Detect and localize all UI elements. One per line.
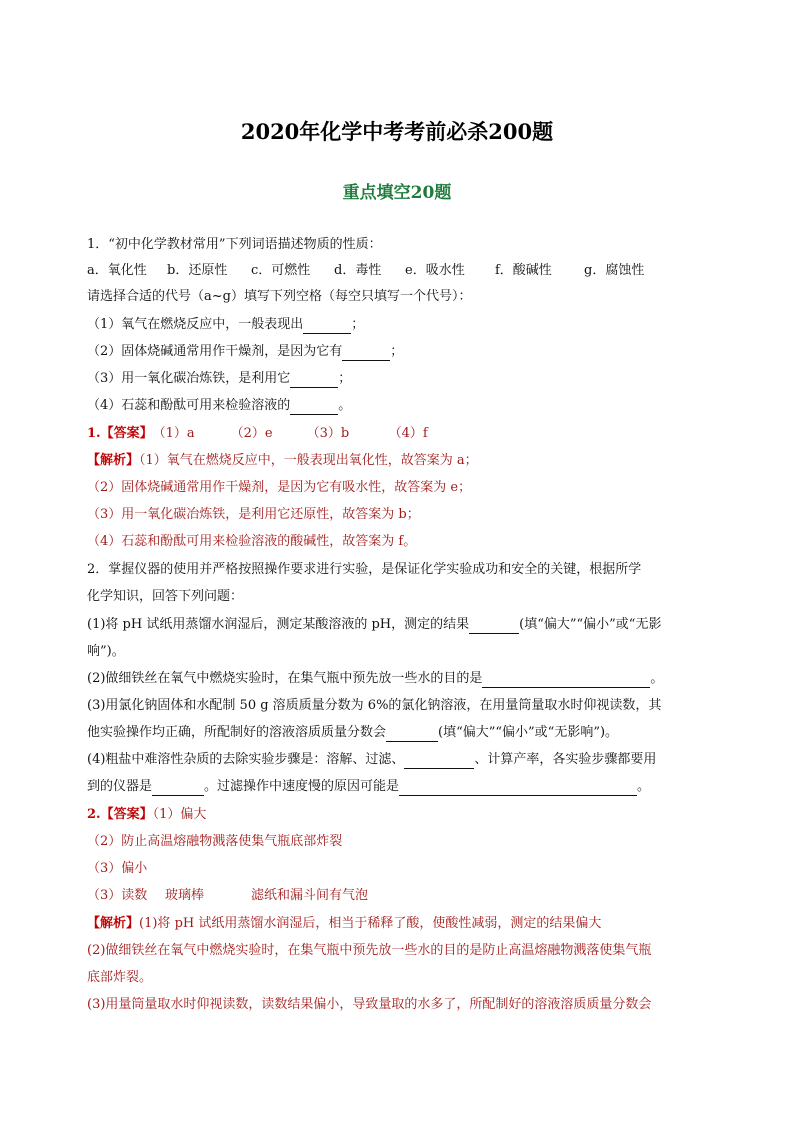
q1-analysis-3: （3）用一氧化碳冶炼铁，是利用它还原性，故答案为 b； xyxy=(87,507,420,522)
q2-item-4 xyxy=(87,751,734,769)
q2-item-4-end: 。 xyxy=(637,779,651,794)
q1-item-2 xyxy=(87,343,734,361)
q2-answer-2: （2）防止高温熔融物溅落使集气瓶底部炸裂 xyxy=(87,834,343,849)
q1-stem: 1．“初中化学教材常用”下列词语描述物质的性质： xyxy=(87,237,382,252)
q2-analysis-1 xyxy=(87,915,734,933)
page-title: 2020年化学中考考前必杀200题 xyxy=(240,119,554,144)
q1-options xyxy=(87,262,734,280)
q2-analysis-3: (3)用量筒量取水时仰视读数，读数结果偏小，导致量取的水多了，所配制好的溶液溶质质量分数会 xyxy=(87,997,652,1012)
q1-answer-4: （4）f xyxy=(388,426,428,441)
q1-analysis-4: （4）石蕊和酚酞可用来检验溶液的酸碱性，故答案为 f。 xyxy=(87,534,417,549)
q2-item-1-cont: 响”)。 xyxy=(87,644,125,659)
answer-blank[interactable] xyxy=(152,781,204,796)
q1-item-3 xyxy=(87,370,734,388)
answer-blank[interactable] xyxy=(386,727,438,742)
q2-analysis-2: (2)做细铁丝在氧气中燃烧实验时，在集气瓶中预先放一些水的目的是防止高温熔融物溅落使集气瓶 xyxy=(87,943,652,958)
q1-option-e: e．吸水性 xyxy=(405,263,465,278)
page-subtitle: 重点填空20题 xyxy=(342,183,452,203)
answer-blank[interactable] xyxy=(399,781,637,796)
q2-item-3-text: 他实验操作均正确，所配制好的溶液溶质质量分数会 xyxy=(87,725,387,740)
q2-item-4-text: (4)粗盐中难溶性杂质的去除实验步骤是：溶解、过滤、 xyxy=(87,752,405,767)
q2-item-3: (3)用氯化钠固体和水配制 50 g 溶质质量分数为 6%的氯化钠溶液，在用量筒量取水时仰视读数，其 xyxy=(87,698,662,713)
answer-blank[interactable] xyxy=(290,373,338,388)
q2-answer xyxy=(87,806,734,824)
q2-item-2 xyxy=(87,670,734,688)
analysis-label: 【解析】 xyxy=(87,453,140,468)
q1-item-4-suffix: 。 xyxy=(338,398,352,413)
q2-answer-1: （1）偏大 xyxy=(152,807,207,822)
q2-item-1-text: (1)将 pH 试纸用蒸馏水润湿后，测定某酸溶液的 pH，测定的结果 xyxy=(87,617,470,632)
q1-item-3-text: （3）用一氧化碳冶炼铁，是利用它 xyxy=(87,371,291,386)
q2-stem-line-2: 化学知识，回答下列问题： xyxy=(87,589,244,604)
q2-item-2-text: (2)做细铁丝在氧气中燃烧实验时，在集气瓶中预先放一些水的目的是 xyxy=(87,671,483,686)
answer-label: 2.【答案】 xyxy=(87,807,153,822)
q1-option-c: c．可燃性 xyxy=(251,263,311,278)
q1-item-3-suffix: ； xyxy=(338,371,352,386)
answer-blank[interactable] xyxy=(404,754,474,769)
q2-stem-line-1: 2．掌握仪器的使用并严格按照操作要求进行实验，是保证化学实验成功和安全的关键，根据所学 xyxy=(87,562,642,577)
q2-answer-4a: （3）读数 xyxy=(87,888,148,903)
q2-item-4-text-b: 、计算产率，各实验步骤都要用 xyxy=(474,752,657,767)
answer-blank[interactable] xyxy=(290,400,338,415)
q1-item-2-suffix: ； xyxy=(390,344,404,359)
q2-item-4-text-d: 。过滤操作中速度慢的原因可能是 xyxy=(204,779,400,794)
q2-item-4-cont xyxy=(87,778,734,796)
q2-item-1 xyxy=(87,616,734,634)
q2-item-2-end: 。 xyxy=(650,671,664,686)
q2-answer-3: （3）偏小 xyxy=(87,861,148,876)
q2-item-4-text-c: 到的仪器是 xyxy=(87,779,153,794)
q1-analysis-1-text: （1）氧气在燃烧反应中，一般表现出氧化性，故答案为 a； xyxy=(139,453,478,468)
answer-label: 1.【答案】 xyxy=(87,426,153,441)
q1-answer-2: （2）e xyxy=(230,426,273,441)
q1-item-2-text: （2）固体烧碱通常用作干燥剂，是因为它有 xyxy=(87,344,343,359)
q1-answer-1: （1）a xyxy=(152,426,195,441)
q1-option-g: g．腐蚀性 xyxy=(584,263,645,278)
answer-blank[interactable] xyxy=(303,319,351,334)
q1-analysis-1 xyxy=(87,452,734,470)
q1-answer-3: （3）b xyxy=(306,426,350,441)
answer-blank[interactable] xyxy=(469,619,519,634)
q1-option-d: d．毒性 xyxy=(334,263,382,278)
q2-answer-4b: 玻璃棒 xyxy=(165,888,205,903)
q1-option-b: b．还原性 xyxy=(167,263,228,278)
q2-item-1-hint: (填“偏大”“偏小”或“无影 xyxy=(519,617,662,632)
q2-analysis-1-text: (1)将 pH 试纸用蒸馏水润湿后，相当于稀释了酸，使酸性减弱，测定的结果偏大 xyxy=(139,916,602,931)
q2-item-3-cont xyxy=(87,724,734,742)
q1-option-a: a．氧化性 xyxy=(87,263,147,278)
analysis-label: 【解析】 xyxy=(87,916,140,931)
q1-analysis-2: （2）固体烧碱通常用作干燥剂，是因为它有吸水性，故答案为 e； xyxy=(87,480,472,495)
q1-item-4 xyxy=(87,397,734,415)
q1-answer xyxy=(87,425,734,443)
q1-item-1-text: （1）氧气在燃烧反应中，一般表现出 xyxy=(87,317,304,332)
q1-item-1 xyxy=(87,316,734,334)
q1-item-4-text: （4）石蕊和酚酞可用来检验溶液的 xyxy=(87,398,291,413)
q1-instruction: 请选择合适的代号（a~g）填写下列空格（每空只填写一个代号）： xyxy=(87,289,472,304)
answer-blank[interactable] xyxy=(342,346,390,361)
q2-answer-4 xyxy=(87,887,734,905)
q1-option-f: f．酸碱性 xyxy=(495,263,552,278)
q1-item-1-suffix: ； xyxy=(351,317,365,332)
answer-blank[interactable] xyxy=(482,673,650,688)
q2-answer-4c: 滤纸和漏斗间有气泡 xyxy=(251,888,369,903)
q2-analysis-2-cont: 底部炸裂。 xyxy=(87,970,153,985)
q2-item-3-hint: (填“偏大”“偏小”或“无影响”)。 xyxy=(438,725,619,740)
